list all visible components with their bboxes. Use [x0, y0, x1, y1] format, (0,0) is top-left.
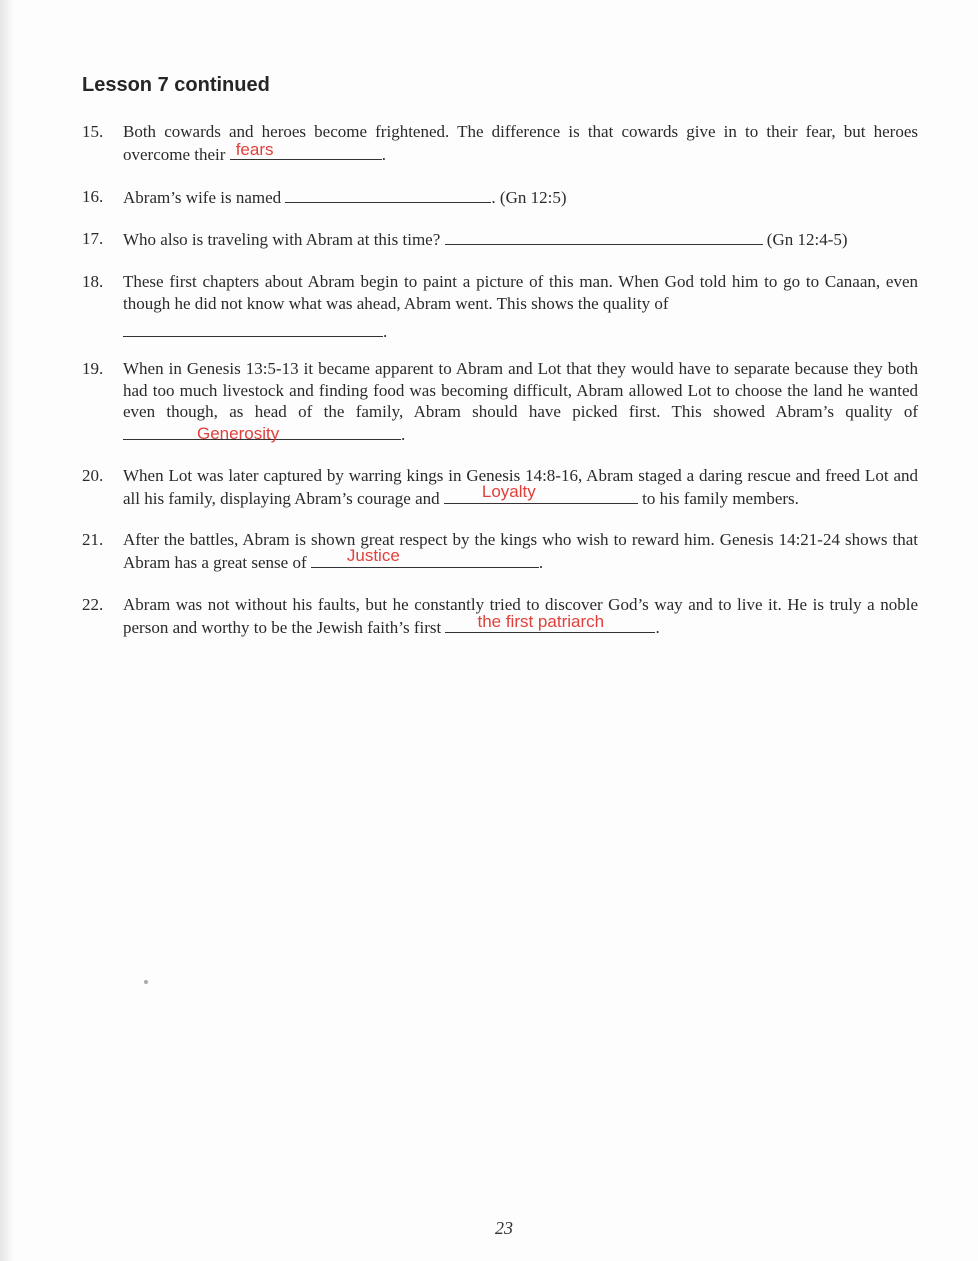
question-text-end: . [381, 144, 386, 164]
question-text: Both cowards and heroes become frightened. The difference is that cowards give in to their fear, but heroes overcome their [123, 122, 918, 164]
question-text-end: . [383, 322, 388, 341]
question-text-end: (Gn 12:4-5) [762, 230, 848, 249]
question-21 [82, 529, 918, 573]
question-text: Who also is traveling with Abram at this time? [123, 230, 445, 249]
question-number: 21. [82, 530, 104, 549]
answer-blank[interactable] [445, 611, 655, 633]
answer-blank[interactable] [445, 228, 763, 245]
question-text-end: to his family members. [637, 488, 799, 508]
question-number: 22. [82, 595, 104, 614]
question-20 [82, 465, 918, 509]
question-text: When Lot was later captured by warring kings in Genesis 14:8-16, Abram staged a daring rescue and freed Lot and all his family, displaying Abram’s courage and [123, 466, 918, 508]
lesson-heading: Lesson 7 continued [82, 74, 270, 96]
answer-text: Generosity [197, 423, 280, 443]
answer-blank[interactable] [123, 320, 383, 337]
question-number: 16. [82, 187, 104, 206]
question-text-end: . [401, 424, 406, 444]
question-number: 15. [82, 122, 104, 141]
question-19 [82, 358, 918, 445]
question-text: When in Genesis 13:5-13 it became apparent to Abram and Lot that they would have to separate because they both had too much livestock and finding food was becoming difficult, Abram allowed Lot to choose the land he wanted even though, as head of the family, Abram should have picked first. This showed Abram’s quality of [123, 359, 918, 421]
question-text: After the battles, Abram is shown great respect by the kings who wish to reward him. Genesis 14:21-24 shows that Abram has a great sense of [123, 530, 918, 572]
answer-blank[interactable] [444, 481, 638, 504]
answer-blank[interactable] [285, 186, 491, 203]
question-text: These first chapters about Abram begin to paint a picture of this man. When God told him to go to Canaan, even though he did not know what was ahead, Abram went. This shows the quality of [123, 272, 918, 313]
question-number: 20. [82, 466, 104, 485]
question-16 [82, 186, 918, 209]
answer-blank[interactable] [311, 545, 539, 568]
question-17 [82, 228, 918, 251]
question-text: Abram’s wife is named [123, 188, 286, 207]
question-text-end: . [538, 552, 544, 572]
page-number: 23 [495, 1218, 513, 1238]
answer-text: Justice [346, 545, 400, 565]
question-text-end: . [655, 617, 660, 637]
question-number: 17. [82, 229, 104, 248]
scan-edge-shadow [0, 0, 14, 1261]
answer-text: Loyalty [481, 481, 536, 501]
question-15 [82, 121, 918, 165]
question-text-end: . (Gn 12:5) [491, 188, 567, 207]
scan-speck [144, 980, 148, 984]
question-number: 19. [82, 359, 104, 378]
answer-blank[interactable] [230, 139, 382, 160]
question-number: 18. [82, 272, 104, 291]
answer-blank[interactable] [123, 423, 401, 443]
question-22 [82, 594, 918, 638]
answer-text: fears [235, 139, 274, 159]
question-18 [82, 271, 918, 343]
answer-text: the first patriarch [477, 611, 605, 631]
question-text: Abram was not without his faults, but he constantly tried to discover God’s way and to live it. He is truly a noble person and worthy to be the Jewish faith’s first [123, 595, 918, 637]
